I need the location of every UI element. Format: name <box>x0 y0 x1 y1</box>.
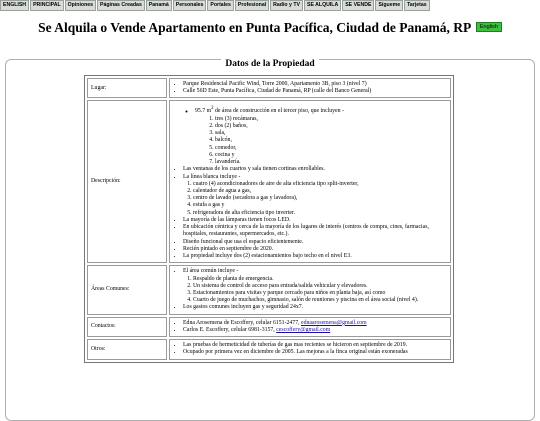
row-value-contactos <box>169 317 451 337</box>
list-item: 5. refrigeradora de alta eficiencia tipo inverter. <box>193 210 447 217</box>
page-title-text: Se Alquila o Vende Apartamento en Punta Pacífica, Ciudad de Panamá, RP <box>38 20 471 35</box>
list-item: 1. tres (3) recámaras, <box>215 116 447 123</box>
area-sup: 2 <box>211 106 214 112</box>
list-item: • Las ventanas de los cuartos y sala tienen cortinas enrollables. <box>183 166 447 173</box>
row-label-areas-comunes: Áreas Comunes: <box>87 265 167 314</box>
list-item: • Ocupado por primera vez en diciembre de 2005. Las mejoras a la finca original están exoneradas <box>183 349 447 356</box>
table-row <box>87 339 451 359</box>
list-item: • Recién pintado en septiembre de 2020. <box>183 246 447 253</box>
nav-english[interactable]: ENGLISH <box>0 0 29 11</box>
list-item <box>183 174 447 217</box>
list-item <box>195 106 447 166</box>
list-item <box>183 320 447 327</box>
row-label-contactos: Contactos: <box>87 317 167 337</box>
nav-profesional[interactable]: Profesional <box>235 0 269 11</box>
row-value-areas-comunes <box>169 265 451 314</box>
area-prefix: 95.7 m <box>195 108 212 115</box>
row-label-otros: Otros: <box>87 339 167 359</box>
contact-1-text: Edna Arosemena de Escoffery, celular 6151-2477, <box>183 319 301 326</box>
list-item: 1. Respaldo de planta de emergencia. <box>193 276 447 283</box>
list-item: 3. Estacionamientos para visitas y parque cercado para niños en planta baja, así como <box>193 290 447 297</box>
nav-opiniones[interactable]: Opiniones <box>65 0 96 11</box>
nav-se-vende[interactable]: SE VENDE <box>342 0 374 11</box>
table-row <box>87 265 451 314</box>
row-value-descripcion <box>169 100 451 263</box>
nav-paginas-creadas[interactable]: Páginas Creadas <box>97 0 145 11</box>
property-table <box>84 75 454 363</box>
list-item: • En ubicación céntrica y cerca de la mayoría de los lugares de interés (centros de compra, cines, farmacias, hospitales, restaurantes, supermercados, etc.). <box>183 224 447 238</box>
email-link-edna[interactable]: ednaarosemena@gmail.com <box>301 319 367 326</box>
nav-principal[interactable]: PRINCIPAL <box>30 0 64 11</box>
list-item: 3. sala, <box>215 130 447 137</box>
list-item: • Parque Residencial Pacific Wind, Torre 2000, Apartamento 3B, piso 3 (nivel 7) <box>183 81 447 88</box>
row-value-otros <box>169 339 451 359</box>
list-item: • Calle 56D Este, Punta Pacífica, Ciudad de Panamá, RP (calle del Banco General) <box>183 88 447 95</box>
area-comun-label: El área común incluye - <box>183 268 239 275</box>
list-item <box>183 327 447 334</box>
nav-panama[interactable]: Panamá <box>146 0 172 11</box>
list-item: 4. Cuarto de juego de muchachos, gimnasio, salón de reuniones y piscina en el área social (nivel 4). <box>193 297 447 304</box>
list-item: • Diseño funcional que usa el espacio eficientemente. <box>183 239 447 246</box>
linea-blanca-label: La línea blanca incluye - <box>183 173 241 180</box>
list-item: 3. centro de lavado (secadora a gas y lavadora), <box>193 195 447 202</box>
table-row <box>87 78 451 98</box>
list-item <box>183 268 447 304</box>
list-item: 7. lavandería. <box>215 159 447 166</box>
nav-sigueme[interactable]: Sígueme <box>375 0 403 11</box>
nav-portales[interactable]: Portales <box>207 0 233 11</box>
row-label-lugar: Lugar: <box>87 78 167 98</box>
list-item: 1. cuatro (4) acondicionadores de aire de alta eficiencia tipo split-inverter, <box>193 181 447 188</box>
list-item: • La mayoría de las lámparas tienen focos LED. <box>183 217 447 224</box>
top-nav <box>0 0 540 11</box>
email-link-carlos[interactable]: cescoffery@gmail.com <box>276 326 331 333</box>
nav-se-alquila[interactable]: SE ALQUILA <box>304 0 341 11</box>
table-row <box>87 317 451 337</box>
list-item: 5. comedor, <box>215 145 447 152</box>
list-item: 4. estufa a gas y <box>193 202 447 209</box>
list-item: 4. balcón, <box>215 137 447 144</box>
list-item: 6. cocina y <box>215 152 447 159</box>
list-item: • Los gastos comunes incluyen gas y seguridad 24x7. <box>183 304 447 311</box>
list-item: 2. calentador de agua a gas, <box>193 188 447 195</box>
list-item: 2. Un sistema de control de acceso para entrada/salida vehicular y elevadores. <box>193 283 447 290</box>
nav-radio-tv[interactable]: Radio y TV <box>270 0 303 11</box>
list-item: • La propiedad incluye dos (2) estacionamientos bajo techo en el nivel E3. <box>183 253 447 260</box>
contact-2-text: Carlos E. Escoffery, celular 6981-3157, <box>183 326 277 333</box>
list-item: • Las pruebas de hermeticidad de tuberías de gas mas recientes se hicieron en septiembre de 2019. <box>183 342 447 349</box>
nav-tarjetas[interactable]: Tarjetas <box>404 0 430 11</box>
page-title <box>0 20 540 36</box>
english-button[interactable]: English <box>476 22 502 32</box>
area-suffix: de área de construcción en el tercer piso, que incluyen - <box>213 108 344 115</box>
table-row <box>87 100 451 263</box>
section-title: Datos de la Propiedad <box>221 59 318 69</box>
section-legend <box>6 53 534 71</box>
list-item: 2. dos (2) baños, <box>215 123 447 130</box>
row-label-descripcion: Descripción: <box>87 100 167 263</box>
nav-personales[interactable]: Personales <box>173 0 207 11</box>
row-value-lugar <box>169 78 451 98</box>
